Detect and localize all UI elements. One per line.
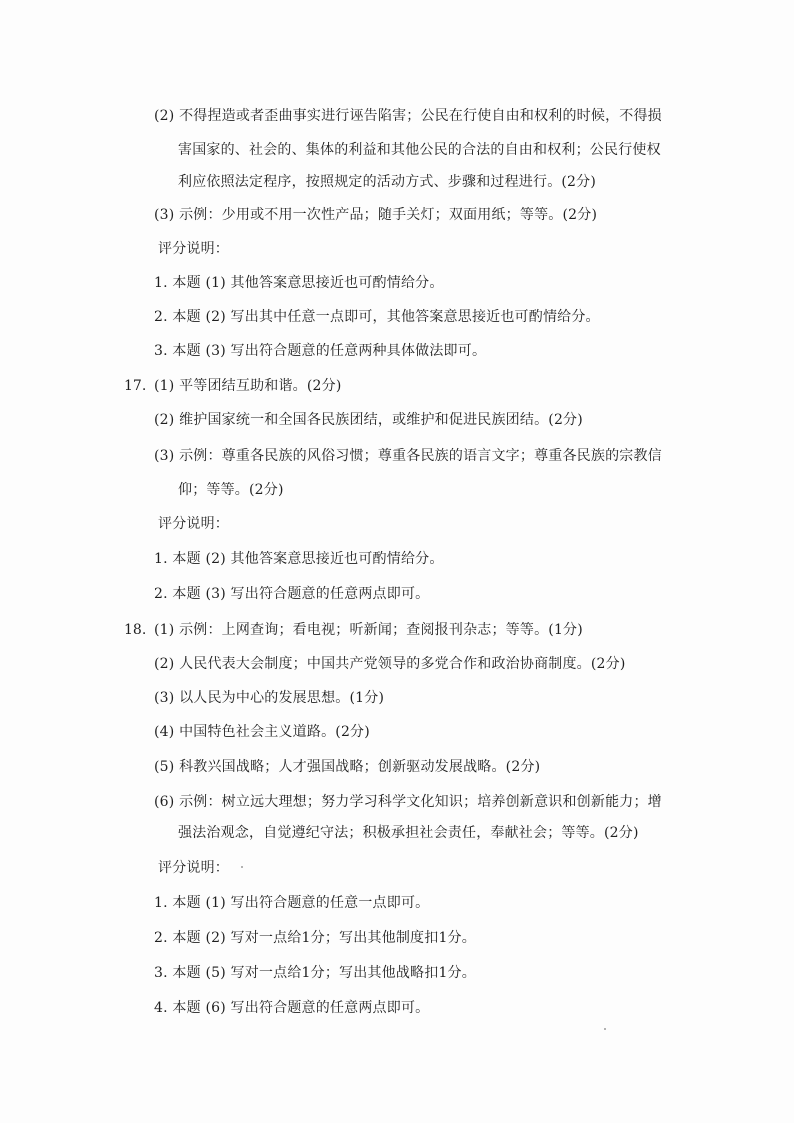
q18-scoring-title: 评分说明： bbox=[158, 860, 229, 876]
q18-part1: (1) 示例：上网查询；看电视；听新闻；查阅报刊杂志；等等。(1分) bbox=[154, 622, 583, 638]
q16-scoring-note-1: 1. 本题 (1) 其他答案意思接近也可酌情给分。 bbox=[154, 275, 444, 291]
q18-part6-line2: 强法治观念，自觉遵纪守法；积极承担社会责任，奉献社会；等等。(2分) bbox=[178, 825, 639, 841]
q16-part3: (3) 示例：少用或不用一次性产品；随手关灯；双面用纸；等等。(2分) bbox=[154, 207, 598, 223]
q16-scoring-title: 评分说明： bbox=[158, 241, 229, 257]
q18-part4: (4) 中国特色社会主义道路。(2分) bbox=[154, 724, 370, 740]
q16-scoring-note-3: 3. 本题 (3) 写出符合题意的任意两种具体做法即可。 bbox=[154, 343, 487, 359]
scan-speck bbox=[241, 866, 243, 868]
q18-number: 18. bbox=[124, 622, 147, 638]
q16-part2-line1: (2) 不得捏造或者歪曲事实进行诬告陷害；公民在行使自由和权利的时候，不得损 bbox=[154, 108, 662, 124]
scan-speck bbox=[604, 1028, 606, 1030]
q17-scoring-note-1: 1. 本题 (2) 其他答案意思接近也可酌情给分。 bbox=[154, 551, 444, 567]
q16-part2-line3: 利应依照法定程序，按照规定的活动方式、步骤和过程进行。(2分) bbox=[178, 174, 597, 190]
q17-number: 17. bbox=[124, 378, 147, 394]
q18-part5: (5) 科教兴国战略；人才强国战略；创新驱动发展战略。(2分) bbox=[154, 759, 541, 775]
q16-scoring-note-2: 2. 本题 (2) 写出其中任意一点即可，其他答案意思接近也可酌情给分。 bbox=[154, 309, 600, 325]
q18-part6-line1: (6) 示例：树立远大理想；努力学习科学文化知识；培养创新意识和创新能力；增 bbox=[154, 794, 662, 810]
q17-scoring-note-2: 2. 本题 (3) 写出符合题意的任意两点即可。 bbox=[154, 586, 430, 602]
q18-scoring-note-1: 1. 本题 (1) 写出符合题意的任意一点即可。 bbox=[154, 895, 430, 911]
q17-part2: (2) 维护国家统一和全国各民族团结，或维护和促进民族团结。(2分) bbox=[154, 412, 583, 428]
q18-scoring-note-4: 4. 本题 (6) 写出符合题意的任意两点即可。 bbox=[154, 1000, 430, 1016]
q18-part2: (2) 人民代表大会制度；中国共产党领导的多党合作和政治协商制度。(2分) bbox=[154, 656, 626, 672]
q18-scoring-note-3: 3. 本题 (5) 写对一点给1分；写出其他战略扣1分。 bbox=[154, 965, 476, 981]
q17-scoring-title: 评分说明： bbox=[158, 516, 229, 532]
q17-part1: (1) 平等团结互助和谐。(2分) bbox=[154, 378, 342, 394]
q18-scoring-note-2: 2. 本题 (2) 写对一点给1分；写出其他制度扣1分。 bbox=[154, 930, 476, 946]
q18-part3: (3) 以人民为中心的发展思想。(1分) bbox=[154, 690, 385, 706]
q17-part3-line1: (3) 示例：尊重各民族的风俗习惯；尊重各民族的语言文字；尊重各民族的宗教信 bbox=[154, 448, 662, 464]
q17-part3-line2: 仰；等等。(2分) bbox=[178, 482, 284, 498]
q16-part2-line2: 害国家的、社会的、集体的利益和其他公民的合法的自由和权利；公民行使权 bbox=[178, 142, 661, 158]
